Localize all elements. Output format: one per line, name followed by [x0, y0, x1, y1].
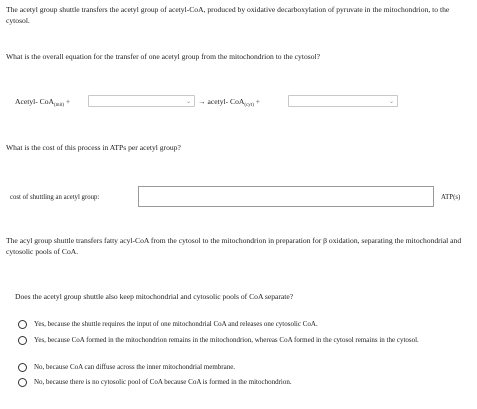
plus-sign-1: + — [65, 97, 71, 106]
option-3-label: No, because CoA can diffuse across the inner mitochondrial membrane. — [34, 363, 236, 371]
lhs-subscript: (mit) — [54, 103, 65, 108]
equation-select-1[interactable] — [88, 95, 195, 107]
acyl-shuttle-text: The acyl group shuttle transfers fatty acyl-CoA from the cytosol to the mitochondrion in preparation for β oxidation, separating the mitochondrial and cytosolic pools of CoA. — [6, 236, 462, 256]
radio-option-2[interactable] — [18, 336, 27, 345]
cost-label: cost of shuttling an acetyl group: — [10, 194, 100, 201]
radio-option-1[interactable] — [18, 320, 27, 329]
option-1-label: Yes, because the shuttle requires the input of one mitochondrial CoA and releases one cytosolic CoA. — [34, 320, 318, 328]
radio-option-4[interactable] — [18, 378, 27, 387]
radio-option-3[interactable] — [18, 363, 27, 372]
question-2: What is the cost of this process in ATPs per acetyl group? — [6, 143, 181, 152]
equation-select-2[interactable] — [288, 95, 398, 107]
chevron-down-icon: ⌄ — [185, 98, 191, 105]
cost-input[interactable] — [138, 186, 434, 207]
reaction-arrow: → — [198, 97, 206, 106]
rhs-species: acetyl- CoA — [207, 97, 245, 106]
atp-unit-label: ATP(s) — [441, 194, 461, 201]
intro-text: The acetyl group shuttle transfers the acetyl group of acetyl-CoA, produced by oxidative decarboxylation of pyruvate in the mitochondrion, to the cytosol. — [6, 5, 450, 25]
equation-lhs — [15, 96, 70, 111]
question-1: What is the overall equation for the transfer of one acetyl group from the mitochondrion to the cytosol? — [6, 52, 320, 61]
chevron-down-icon: ⌄ — [388, 98, 394, 105]
lhs-species: Acetyl- CoA — [15, 97, 55, 106]
option-2-label: Yes, because CoA formed in the mitochondrion remains in the mitochondrion, whereas CoA formed in the cytosol remains in the cytosol. — [34, 336, 419, 344]
equation-rhs — [198, 96, 260, 111]
question-3: Does the acetyl group shuttle also keep mitochondrial and cytosolic pools of CoA separate? — [15, 292, 294, 301]
rhs-subscript: (cyt) — [244, 103, 254, 108]
plus-sign-2: + — [255, 97, 261, 106]
option-4-label: No, because there is no cytosolic pool of CoA because CoA is formed in the mitochondrion. — [34, 378, 292, 386]
